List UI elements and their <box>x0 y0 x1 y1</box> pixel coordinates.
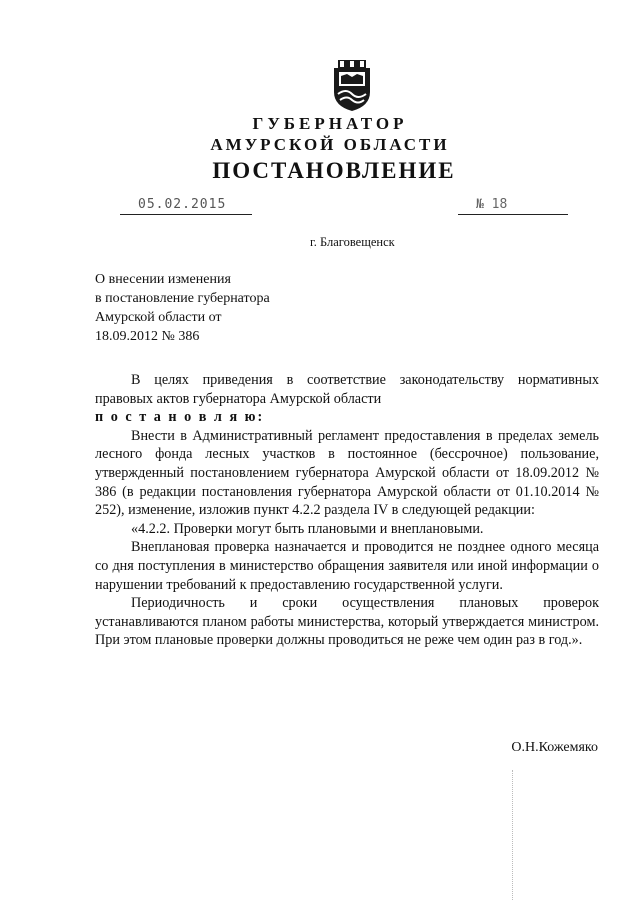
coat-of-arms-icon <box>330 58 374 112</box>
quoted-clause-paragraph: «4.2.2. Проверки могут быть плановыми и внеплановыми. <box>131 520 484 537</box>
number-underline <box>458 214 568 215</box>
subject-line: в постановление губернатора <box>95 291 270 306</box>
document-subject <box>95 270 270 346</box>
document-number: № 18 <box>476 197 508 212</box>
scan-margin-mark <box>512 770 514 900</box>
subject-line: О внесении изменения <box>95 272 231 287</box>
date-underline <box>120 214 252 215</box>
city-name: г. Благовещенск <box>310 235 395 249</box>
amendment-paragraph: Внести в Административный регламент предоставления в пределах земель лесного фонда лесных участков в постоянное (бессрочное) пользование, утвержденный постановлением губернатора Амурской области от 18.09.2012 № 386 (в редакции постановления губернатора Амурской области от 01.10.2014 № 252), изменение, изложив пункт 4.2.2 раздела IV в следующей редакции: <box>95 427 599 519</box>
preamble-paragraph: В целях приведения в соответствие законодательству нормативных правовых актов губернатора Амурской области <box>95 372 599 407</box>
scheduled-inspection-paragraph: Периодичность и сроки осуществления плановых проверок устанавливаются планом работы министерства, который утверждается министром. При этом плановые проверки должны проводиться не реже чем один раз в год.». <box>95 595 599 649</box>
issuer-title: ГУБЕРНАТОР <box>252 114 408 133</box>
decree-word: п о с т а н о в л я ю: <box>95 409 265 426</box>
document-date: 05.02.2015 <box>138 197 227 212</box>
document-type-title: ПОСТАНОВЛЕНИЕ <box>212 158 456 183</box>
subject-line: Амурской области от <box>95 310 222 325</box>
unscheduled-inspection-paragraph: Внеплановая проверка назначается и проводится не позднее одного месяца со дня поступления в министерство обращения заявителя или иной информации о нарушении требований к предоставлению государственной услуги. <box>95 539 599 593</box>
document-body <box>95 371 599 650</box>
issuer-region: АМУРСКОЙ ОБЛАСТИ <box>210 135 450 154</box>
signatory-name: О.Н.Кожемяко <box>511 740 598 755</box>
subject-line: 18.09.2012 № 386 <box>95 329 200 344</box>
